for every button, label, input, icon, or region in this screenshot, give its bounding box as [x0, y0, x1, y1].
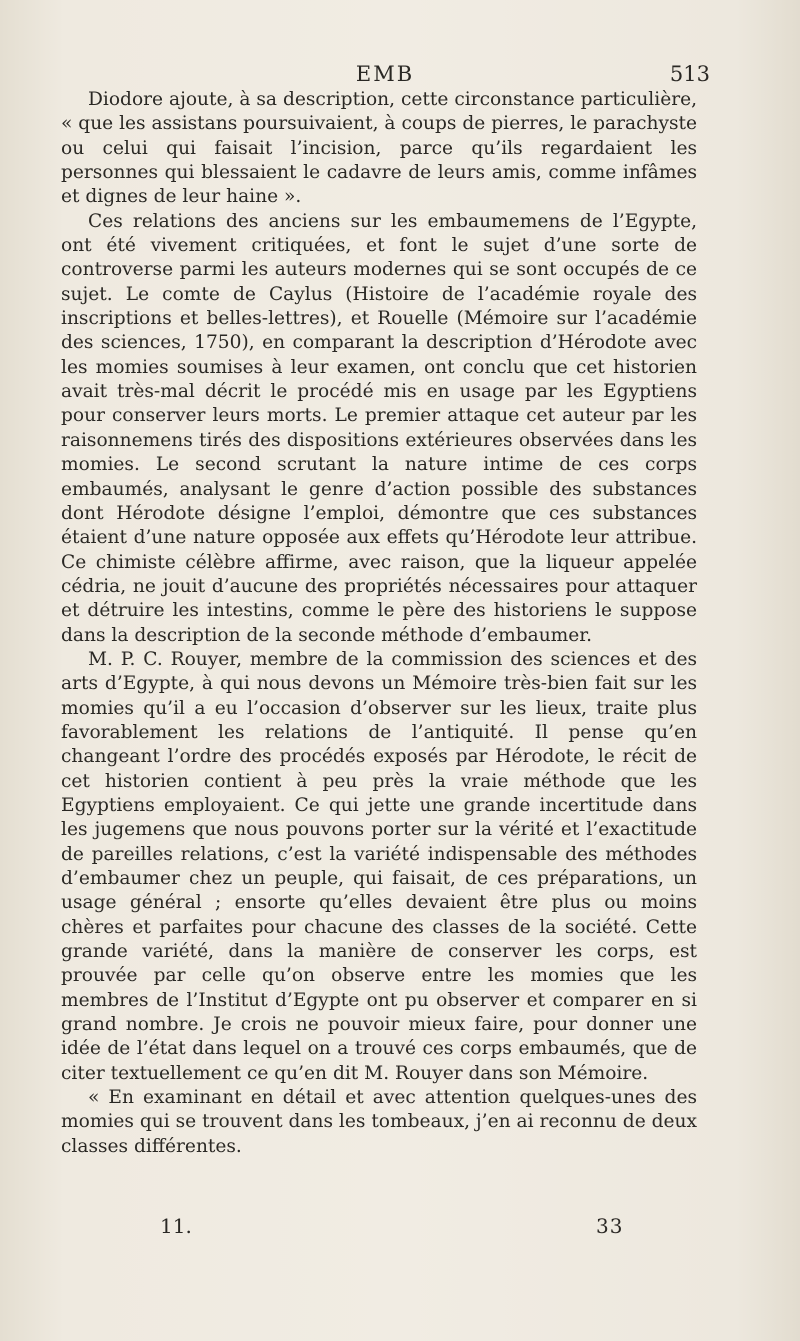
sheet-number: 33: [596, 1214, 624, 1238]
page-header: [60, 62, 710, 88]
paragraph-citation: « En examinant en détail et avec attention quelques-unes des momies qui se trouvent dans les tombeaux, j’en ai reconnu de deux classes différentes.: [61, 1087, 697, 1157]
paragraph-controverse: Ces relations des anciens sur les embaumemens de l’Egypte, ont été vivement critiquées, et font le sujet d’une sorte de controverse parmi les auteurs modernes qui se sont occupés de ce sujet. Le comte de Caylus (Histoire de l’académie royale des inscriptions et belles-lettres), et Rouelle (Mémoire sur l’académie des sciences, 1750), en comparant la description d’Hérodote avec les momies soumises à leur examen, ont conclu que cet historien avait très-mal décrit le procédé mis en usage par les Egyptiens pour conserver leurs morts. Le premier attaque cet auteur par les raisonnemens tirés des dispositions extérieures observées dans les momies. Le second scrutant la nature intime de ces corps embaumés, analysant le genre d’action possible des substances dont Hérodote désigne l’emploi, démontre que ces substances étaient d’une nature opposée aux effets qu’Hérodote leur attribue. Ce chimiste célèbre affirme, avec raison, que la liqueur appelée cédria, ne jouit d’aucune des propriétés nécessaires pour attaquer et détruire les intestins, comme le père des historiens le suppose dans la description de la seconde méthode d’embaumer.: [61, 210, 697, 646]
running-title: EMB: [355, 62, 415, 86]
page-footer: [60, 1214, 700, 1242]
page-number: 513: [669, 62, 710, 86]
body-text: [61, 88, 697, 1159]
paragraph-diodore: Diodore ajoute, à sa description, cette circonstance particulière, « que les assistans poursuivaient, à coups de pierres, le parachyste ou celui qui faisait l’incision, parce qu’ils regardaient les personnes qui blessaient le cadavre de leurs amis, comme infâmes et dignes de leur haine ».: [61, 89, 697, 208]
paragraph-rouyer: M. P. C. Rouyer, membre de la commission des sciences et des arts d’Egypte, à qui nous devons un Mémoire très-bien fait sur les momies qu’il a eu l’occasion d’observer sur les lieux, traite plus favorablement les relations de l’antiquité. Il pense qu’en changeant l’ordre des procédés exposés par Hérodote, le récit de cet historien contient à peu près la vraie méthode que les Egyptiens employaient. Ce qui jette une grande incertitude dans les jugemens que nous pouvons porter sur la vérité et l’exactitude de pareilles relations, c’est la variété indispensable des méthodes d’embaumer chez un peuple, qui faisait, de ces préparations, un usage général ; ensorte qu’elles devaient être plus ou moins chères et parfaites pour chacune des classes de la société. Cette grande variété, dans la manière de conserver les corps, est prouvée par celle qu’on observe entre les momies que les membres de l’Institut d’Egypte ont pu observer et comparer en si grand nombre. Je crois ne pouvoir mieux faire, pour donner une idée de l’état dans lequel on a trouvé ces corps embaumés, que de citer textuellement ce qu’en dit M. Rouyer dans son Mémoire.: [61, 648, 697, 1084]
signature-mark: 11.: [160, 1214, 192, 1238]
